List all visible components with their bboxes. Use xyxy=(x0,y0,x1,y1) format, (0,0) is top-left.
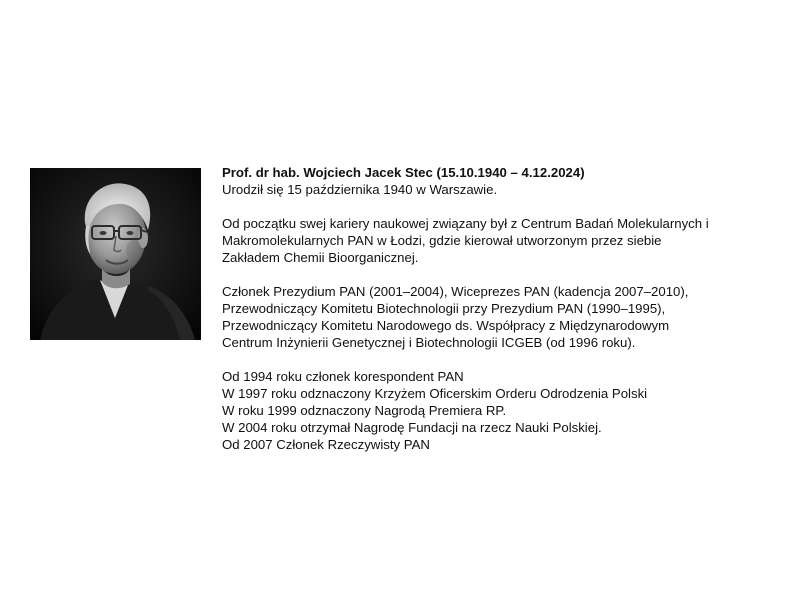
biography-text xyxy=(222,164,782,470)
bio-heading: Prof. dr hab. Wojciech Jacek Stec (15.10.1940 – 4.12.2024) xyxy=(222,165,585,180)
bio-birth: Urodził się 15 października 1940 w Warszawie. xyxy=(222,182,498,197)
bio-career-line: Makromolekularnych PAN w Łodzi, gdzie kierował utworzonym przez siebie xyxy=(222,233,662,248)
bio-positions xyxy=(222,283,782,351)
bio-honor-line: W roku 1999 odznaczony Nagrodą Premiera RP. xyxy=(222,403,507,418)
bio-position-line: Członek Prezydium PAN (2001–2004), Wiceprezes PAN (kadencja 2007–2010), xyxy=(222,284,689,299)
bio-career-line: Zakładem Chemii Bioorganicznej. xyxy=(222,250,419,265)
portrait-illustration xyxy=(30,168,201,340)
bio-honors xyxy=(222,368,782,453)
bio-career xyxy=(222,215,782,266)
bio-honor-line: Od 1994 roku członek korespondent PAN xyxy=(222,369,464,384)
bio-career-line: Od początku swej kariery naukowej związany był z Centrum Badań Molekularnych i xyxy=(222,216,709,231)
bio-intro xyxy=(222,164,782,198)
bio-position-line: Centrum Inżynierii Genetycznej i Biotechnologii ICGEB (od 1996 roku). xyxy=(222,335,636,350)
bio-honor-line: W 2004 roku otrzymał Nagrodę Fundacji na rzecz Nauki Polskiej. xyxy=(222,420,602,435)
bio-position-line: Przewodniczący Komitetu Narodowego ds. Współpracy z Międzynarodowym xyxy=(222,318,670,333)
portrait-photo xyxy=(30,168,201,340)
bio-honor-line: W 1997 roku odznaczony Krzyżem Oficerskim Orderu Odrodzenia Polski xyxy=(222,386,648,401)
bio-honor-line: Od 2007 Członek Rzeczywisty PAN xyxy=(222,437,430,452)
bio-position-line: Przewodniczący Komitetu Biotechnologii przy Prezydium PAN (1990–1995), xyxy=(222,301,666,316)
